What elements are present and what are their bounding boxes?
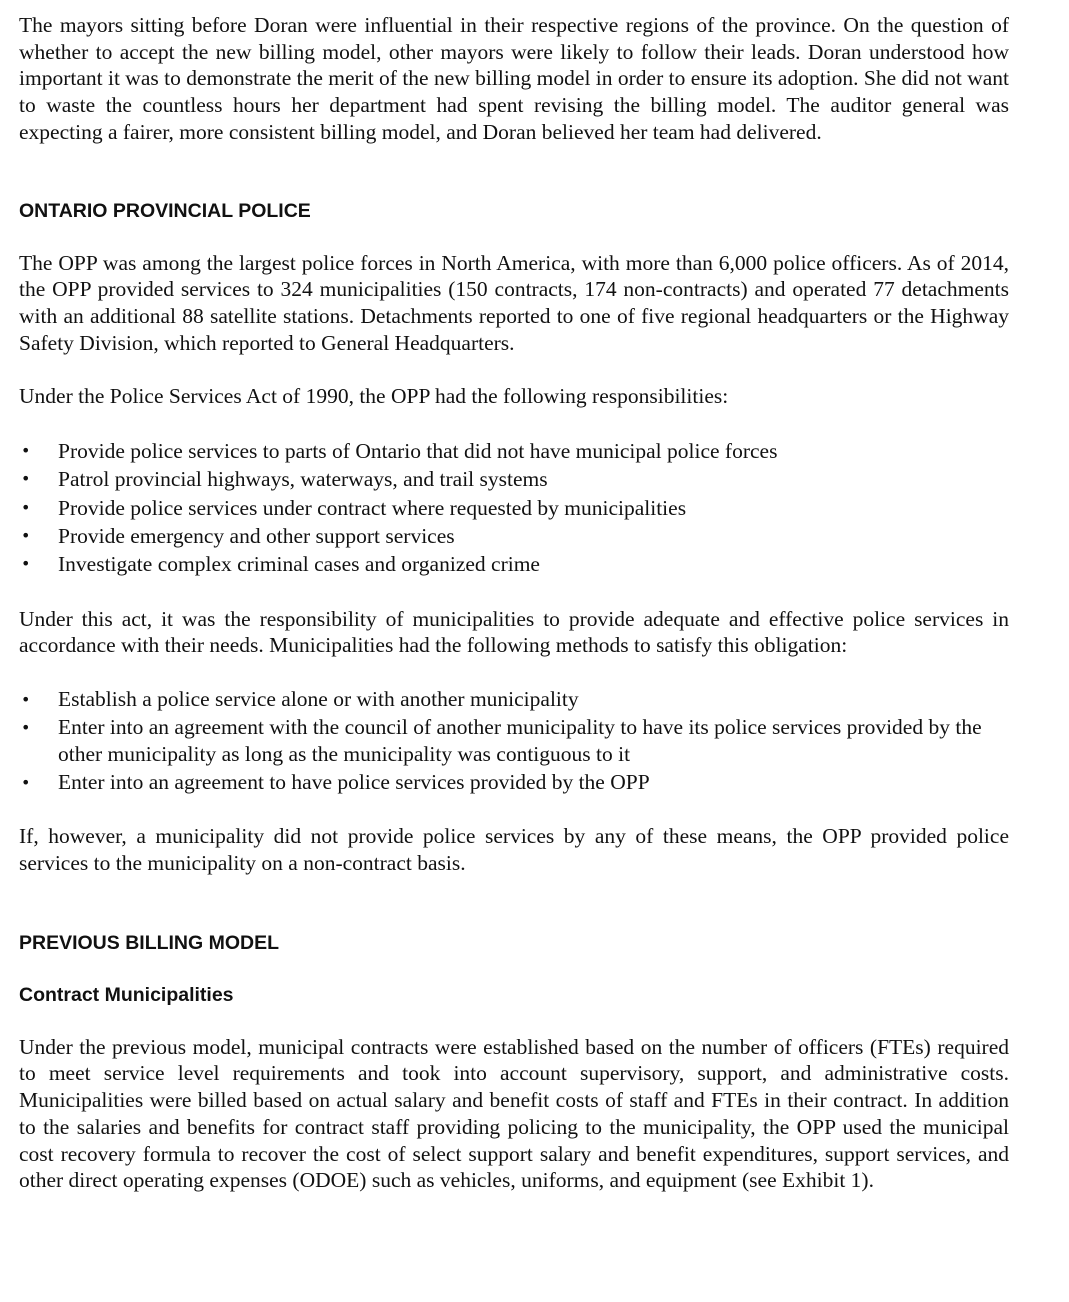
intro-paragraph: The mayors sitting before Doran were influential in their respective regions of the province. On the question of whether to accept the new billing model, other mayors were likely to follow their leads. Doran understood how important it was to demonstrate the merit of the new billing model in order to ensure its adoption. She did not want to waste the countless hours her department had spent revising the billing model. The auditor general was expecting a fairer, more consistent billing model, and Doran believed her team had delivered. — [19, 13, 1010, 144]
list-item-text: Establish a police service alone or with another municipality — [58, 686, 579, 711]
bullet-icon: • — [21, 689, 31, 709]
list-item — [19, 686, 1009, 714]
non-contract-paragraph: If, however, a municipality did not provide police services by any of these means, the OPP provided police services to the municipality on a non-contract basis. — [19, 824, 1009, 875]
responsibilities-list — [19, 437, 1009, 578]
bullet-icon: • — [21, 497, 31, 517]
list-item — [19, 550, 1009, 578]
list-item-text: Provide police services under contract where requested by municipalities — [58, 495, 687, 520]
billing-section-heading: PREVIOUS BILLING MODEL — [19, 931, 280, 954]
list-item — [19, 437, 1009, 465]
bullet-icon: • — [21, 717, 31, 737]
list-item — [19, 714, 1009, 769]
bullet-icon: • — [21, 554, 31, 574]
list-item-text: Provide emergency and other support services — [58, 523, 455, 548]
bullet-icon: • — [21, 441, 31, 461]
opp-overview-paragraph: The OPP was among the largest police forces in North America, with more than 6,000 police officers. As of 2014, the OPP provided services to 324 municipalities (150 contracts, 174 non-contracts) and operated 77 detachments with an additional 88 satellite stations. Detachments reported to one of five regional headquarters or the Highway Safety Division, which reported to General Headquarters. — [19, 250, 1009, 355]
list-item-text: Patrol provincial highways, waterways, and trail systems — [58, 467, 548, 492]
list-item — [19, 769, 1009, 797]
previous-model-paragraph: Under the previous model, municipal contracts were established based on the number of officers (FTEs) required to meet service level requirements and took into account supervisory, support, and administrative costs. Municipalities were billed based on actual salary and benefit costs of staff and FTEs in their contract. In addition to the salaries and benefits for contract staff providing policing to the municipality, the OPP used the municipal cost recovery formula to recover the cost of select support salary and benefit expenditures, support services, and other direct operating expenses (ODOE) such as vehicles, uniforms, and equipment (see Exhibit 1). — [19, 1034, 1009, 1193]
bullet-icon: • — [21, 772, 31, 792]
document-page — [19, 12, 1009, 1194]
contract-municipalities-subheading: Contract Municipalities — [19, 983, 234, 1006]
list-item — [19, 522, 1009, 550]
list-item — [19, 494, 1009, 522]
methods-list — [19, 686, 1009, 796]
municipal-obligation-paragraph: Under this act, it was the responsibility of municipalities to provide adequate and effective police services in accordance with their needs. Municipalities had the following methods to satisfy this obligation: — [19, 606, 1009, 658]
bullet-icon: • — [21, 525, 31, 545]
bullet-icon: • — [21, 469, 31, 489]
list-item-text: Provide police services to parts of Ontario that did not have municipal police forces — [58, 439, 778, 464]
list-item — [19, 465, 1009, 493]
police-services-act-paragraph: Under the Police Services Act of 1990, the OPP had the following responsibilities: — [19, 384, 729, 409]
opp-section-heading: ONTARIO PROVINCIAL POLICE — [19, 199, 311, 222]
list-item-text: Enter into an agreement to have police services provided by the OPP — [58, 769, 650, 794]
list-item-text: Enter into an agreement with the council of another municipality to have its police services provided by the other municipality as long as the municipality was contiguous to it — [58, 714, 982, 767]
list-item-text: Investigate complex criminal cases and organized crime — [58, 552, 540, 577]
